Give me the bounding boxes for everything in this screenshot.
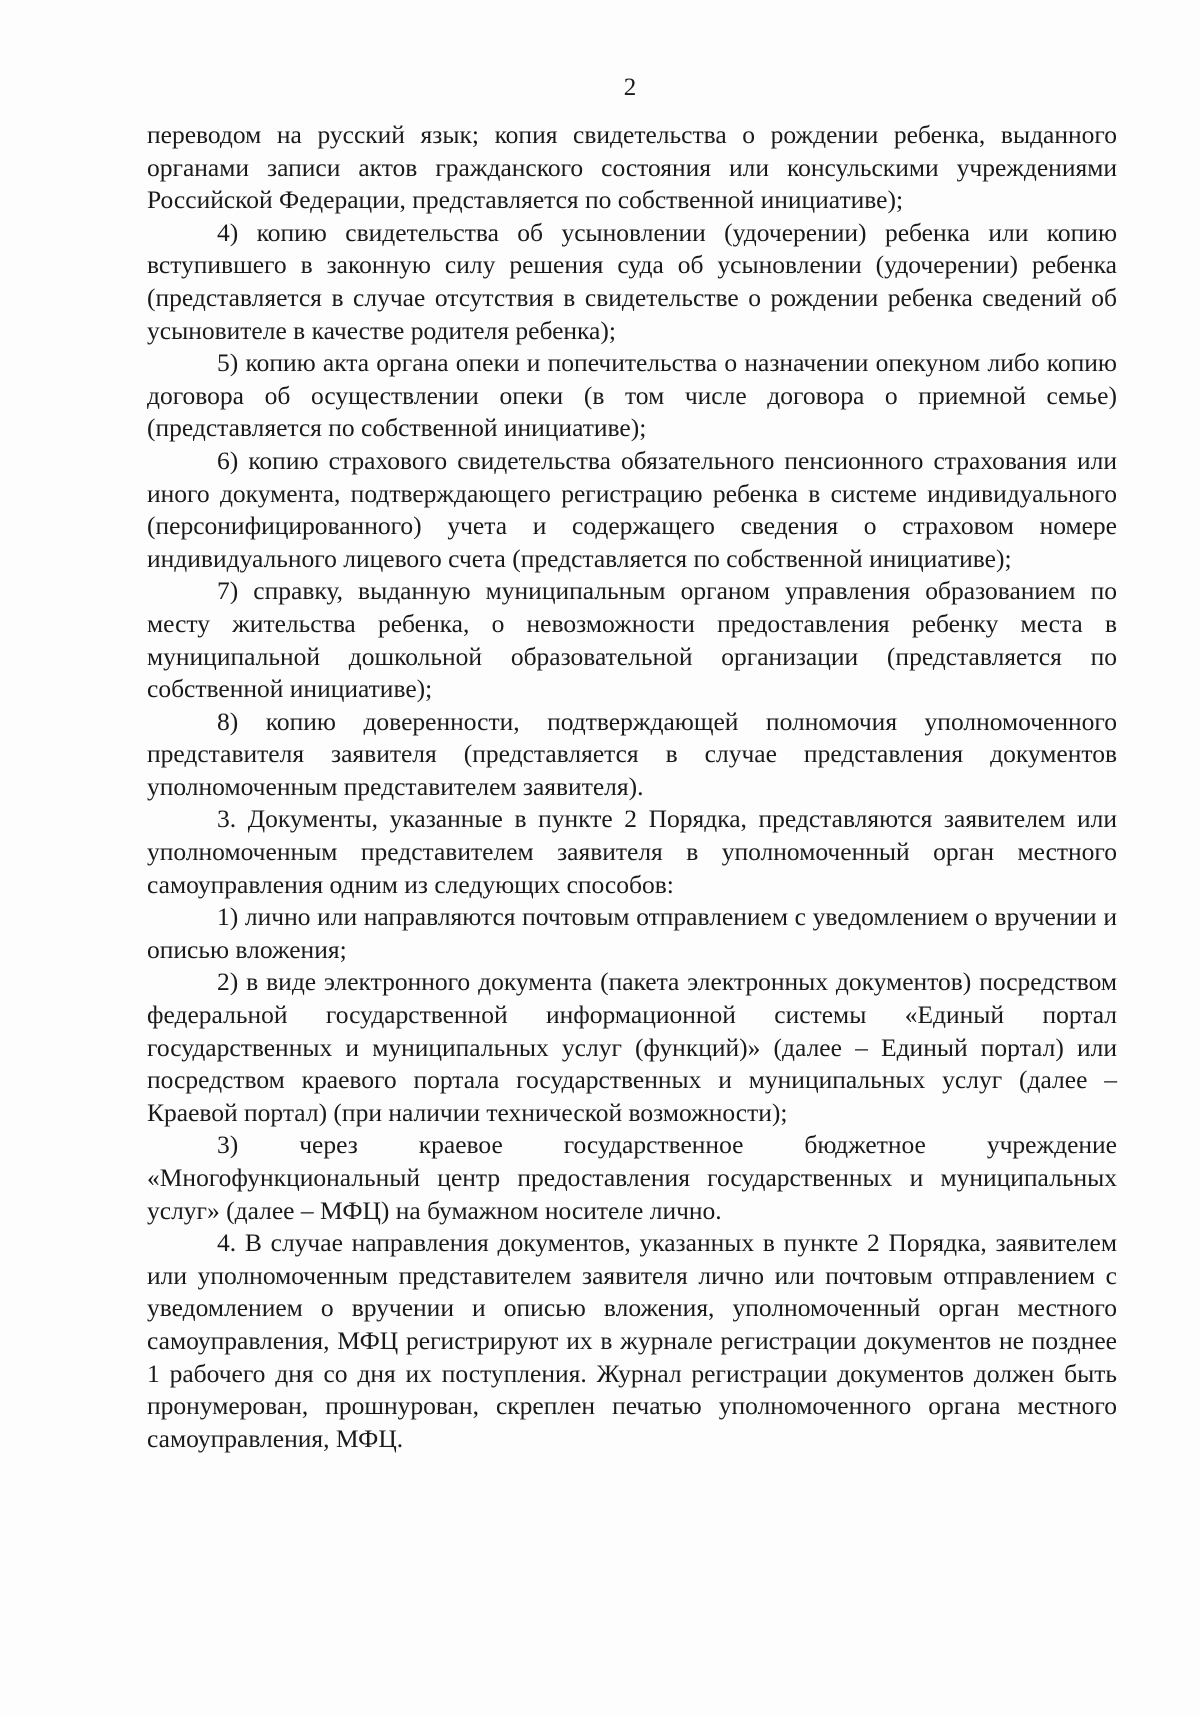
paragraph-section-4: 4. В случае направления документов, указанных в пункте 2 Порядка, заявителем или уполномоченным представителем заявителя лично или почтовым отправлением с уведомлением о вручении и описью вложения, уполномоченный орган местного самоуправления, МФЦ регистрируют их в журнале регистрации документов не позднее 1 рабочего дня со дня их поступления. Журнал регистрации документов должен быть пронумерован, прошнурован, скреплен печатью уполномоченного органа местного самоуправления, МФЦ. (147, 1228, 1117, 1453)
paragraph-method-2: 2) в виде электронного документа (пакета электронных документов) посредством федеральной государственной информационной системы «Единый портал государственных и муниципальных услуг (функций)» (далее – Единый портал) или посредством краевого портала государственных и муниципальных услуг (далее – Краевой портал) (при наличии технической возможности); (147, 967, 1117, 1127)
paragraph-item-7: 7) справку, выданную муниципальным органом управления образованием по месту жительства ребенка, о невозможности предоставления ребенку места в муниципальной дошкольной образовательной организации (представляется по собственной инициативе); (147, 576, 1117, 704)
paragraph-method-3: 3) через краевое государственное бюджетное учреждение «Многофункциональный центр предоставления государственных и муниципальных услуг» (далее – МФЦ) на бумажном носителе лично. (147, 1130, 1117, 1225)
paragraph-item-5: 5) копию акта органа опеки и попечительства о назначении опекуном либо копию договора об осуществлении опеки (в том числе договора о приемной семье) (представляется по собственной инициативе); (147, 348, 1117, 443)
document-body (147, 119, 1117, 1455)
paragraph-method-1: 1) лично или направляются почтовым отправлением с уведомлением о вручении и описью вложения; (147, 902, 1117, 964)
page-number: 2 (623, 74, 637, 101)
paragraph-item-8: 8) копию доверенности, подтверждающей полномочия уполномоченного представителя заявителя (представляется в случае представления документов уполномоченным представителем заявителя). (147, 706, 1117, 801)
paragraph-section-3: 3. Документы, указанные в пункте 2 Порядка, представляются заявителем или уполномоченным представителем заявителя в уполномоченный орган местного самоуправления одним из следующих способов: (147, 804, 1117, 899)
paragraph-item-6: 6) копию страхового свидетельства обязательного пенсионного страхования или иного документа, подтверждающего регистрацию ребенка в системе индивидуального (персонифицированного) учета и содержащего сведения о страховом номере индивидуального лицевого счета (представляется по собственной инициативе); (147, 445, 1117, 573)
paragraph-item-4: 4) копию свидетельства об усыновлении (удочерении) ребенка или копию вступившего в законную силу решения суда об усыновлении (удочерении) ребенка (представляется в случае отсутствия в свидетельстве о рождении ребенка сведений об усыновителе в качестве родителя ребенка); (147, 217, 1117, 345)
paragraph-continuation: переводом на русский язык; копия свидетельства о рождении ребенка, выданного органами записи актов гражданского состояния или консульскими учреждениями Российской Федерации, представляется по собственной инициативе); (147, 120, 1117, 215)
